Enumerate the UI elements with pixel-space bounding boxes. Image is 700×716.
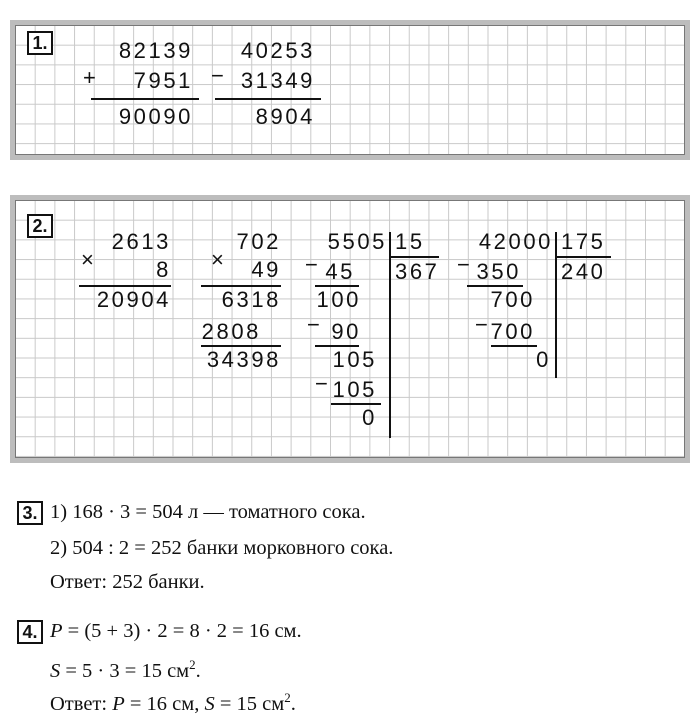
div2-bracket bbox=[555, 232, 557, 378]
task3-line-1: 1) 168 · 3 = 504 л — томатного сока. bbox=[50, 501, 366, 523]
task4-answer-rest: = 15 см bbox=[214, 693, 285, 715]
answer-var-s: S bbox=[204, 693, 215, 715]
div1-step-2: 100 bbox=[316, 287, 361, 312]
div1-divisor: 15 bbox=[395, 229, 425, 254]
div2-step-4: 0 bbox=[536, 347, 551, 372]
div2-divisor: 175 bbox=[561, 229, 606, 254]
minus-sign: − bbox=[211, 63, 224, 88]
task2-number: 2. bbox=[27, 214, 53, 238]
mult1-bottom: 8 bbox=[156, 257, 171, 282]
answer-var-p: P bbox=[112, 693, 125, 715]
div2-minus-2: − bbox=[475, 312, 488, 337]
mult1-result: 20904 bbox=[96, 287, 171, 312]
div1-quotient-rule bbox=[389, 256, 439, 258]
times-sign-1: × bbox=[81, 247, 94, 272]
div2-minus-1: − bbox=[457, 252, 470, 277]
div1-dividend: 5505 bbox=[327, 229, 387, 254]
subtraction-top: 40253 bbox=[240, 38, 315, 63]
task3-number: 3. bbox=[17, 501, 43, 525]
addition-bottom: 7951 bbox=[133, 68, 193, 93]
task4-number: 4. bbox=[17, 620, 43, 644]
task3-line-2: 2) 504 : 2 = 252 банки морковного сока. bbox=[50, 537, 394, 559]
div1-quotient: 367 bbox=[395, 259, 440, 284]
task4-answer bbox=[50, 686, 296, 716]
task4-line-2-end: . bbox=[195, 660, 201, 682]
div1-bracket bbox=[389, 232, 391, 438]
var-p: P bbox=[50, 620, 63, 642]
div2-quotient-rule bbox=[555, 256, 611, 258]
div2-step-3: 700 bbox=[490, 319, 535, 344]
task4-line-2-text: = 5 · 3 = 15 см bbox=[60, 660, 190, 682]
mult2-partial-1: 6318 bbox=[221, 287, 281, 312]
mult2-top: 702 bbox=[236, 229, 281, 254]
div1-step-1: 45 bbox=[325, 259, 355, 284]
answer-square-exponent: 2 bbox=[284, 690, 291, 705]
div1-minus-3: − bbox=[315, 371, 328, 396]
addition-rule bbox=[91, 98, 199, 100]
div2-step-2: 700 bbox=[490, 287, 535, 312]
task3-answer: Ответ: 252 банки. bbox=[50, 571, 205, 593]
task4-line-2 bbox=[50, 653, 201, 683]
div2-rule-2 bbox=[491, 345, 537, 347]
task1-box bbox=[10, 20, 690, 160]
div2-quotient: 240 bbox=[561, 259, 606, 284]
addition-result: 90090 bbox=[118, 104, 193, 129]
div1-step-5: 105 bbox=[332, 377, 377, 402]
task4-answer-mid: = 16 см, bbox=[124, 693, 205, 715]
subtraction-result: 8904 bbox=[255, 104, 315, 129]
mult1-top: 2613 bbox=[111, 229, 171, 254]
task2-box bbox=[10, 195, 690, 463]
task4-answer-prefix: Ответ: bbox=[50, 693, 113, 715]
task4-line-1 bbox=[50, 619, 302, 643]
div2-step-1: 350 bbox=[476, 259, 521, 284]
task4-answer-end: . bbox=[290, 693, 296, 715]
mult2-result: 34398 bbox=[206, 347, 281, 372]
div1-step-6: 0 bbox=[362, 405, 377, 430]
subtraction-rule bbox=[215, 98, 321, 100]
addition-top: 82139 bbox=[118, 38, 193, 63]
task4-line-1-text: = (5 + 3) · 2 = 8 · 2 = 16 см. bbox=[62, 620, 302, 642]
var-s: S bbox=[50, 660, 61, 682]
times-sign-2: × bbox=[211, 247, 224, 272]
div1-minus-2: − bbox=[307, 312, 320, 337]
div1-step-3: 90 bbox=[331, 319, 361, 344]
plus-sign: + bbox=[83, 65, 96, 90]
subtraction-bottom: 31349 bbox=[240, 68, 315, 93]
mult2-partial-2: 2808 bbox=[201, 319, 261, 344]
div1-step-4: 105 bbox=[332, 347, 377, 372]
task1-number: 1. bbox=[27, 31, 53, 55]
mult2-bottom: 49 bbox=[251, 257, 281, 282]
div1-minus-1: − bbox=[305, 252, 318, 277]
div2-dividend: 42000 bbox=[478, 229, 553, 254]
square-exponent: 2 bbox=[189, 657, 196, 672]
